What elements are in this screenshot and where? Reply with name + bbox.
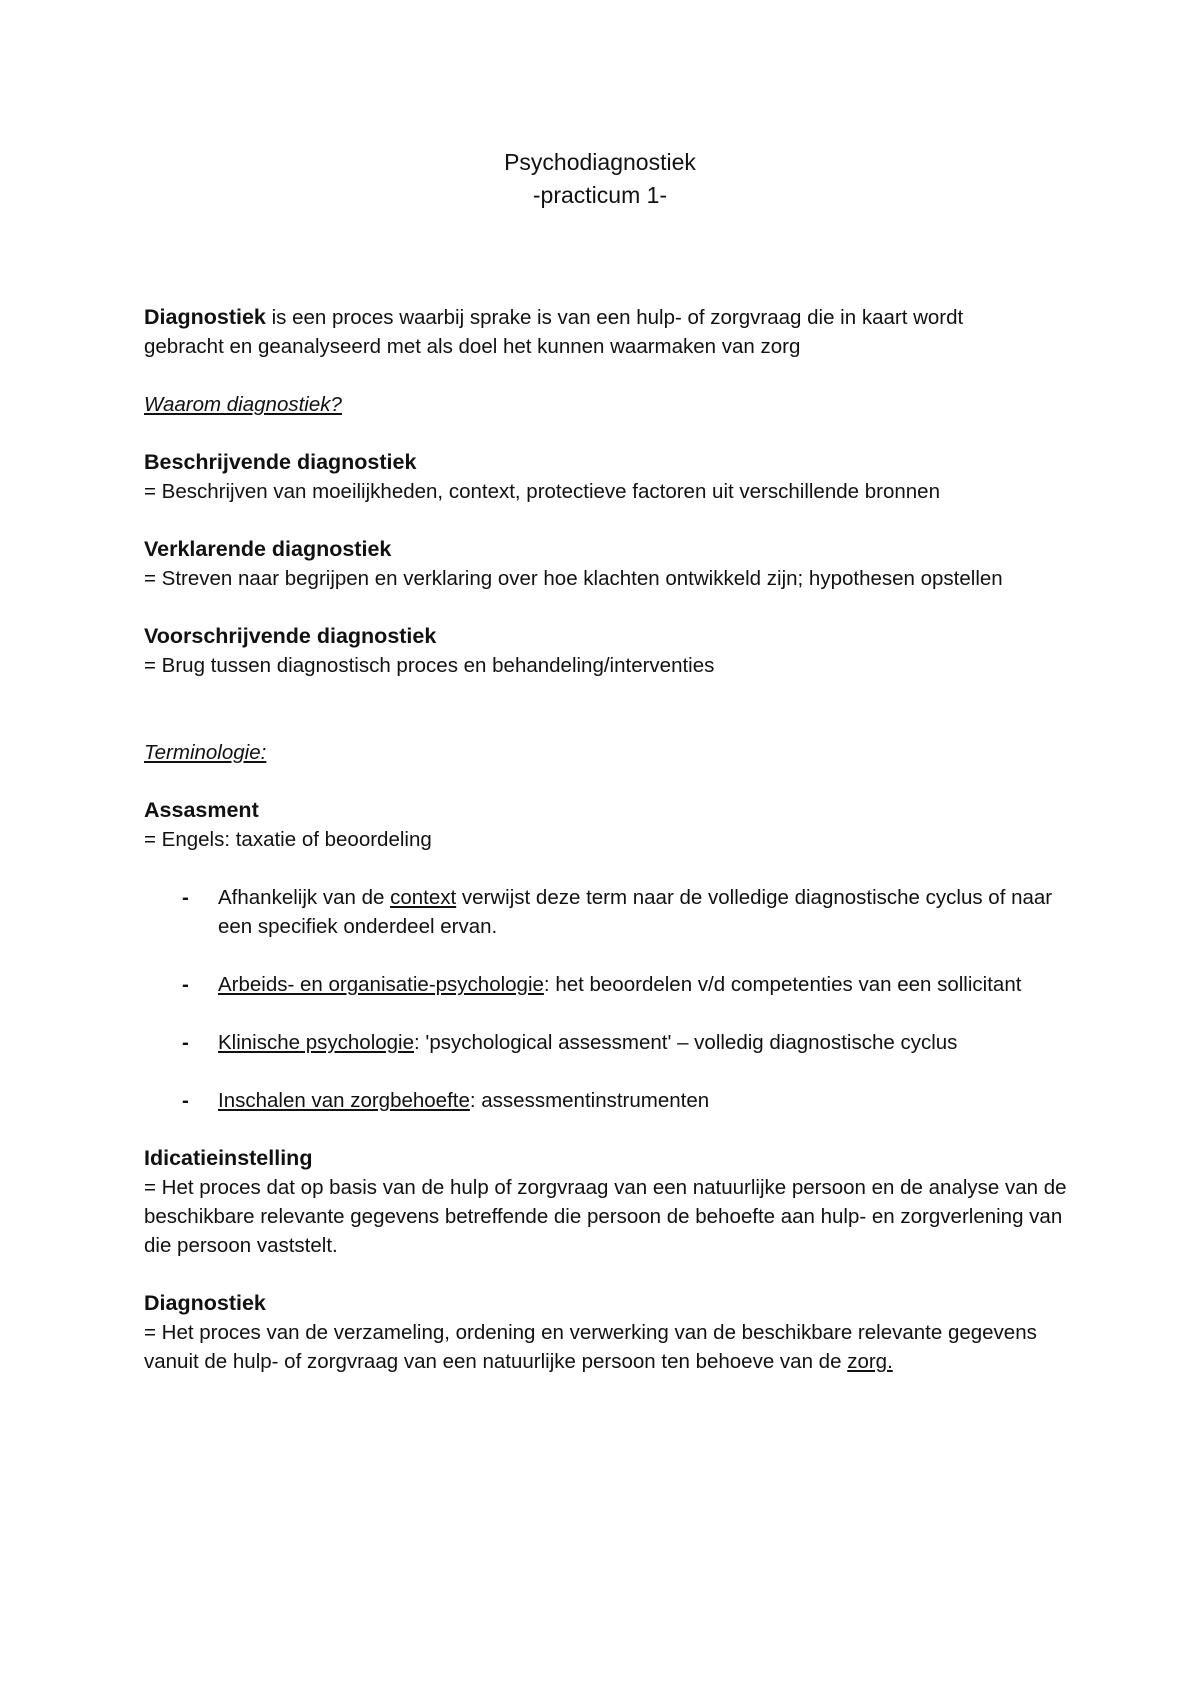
section-title-prescriptive: Voorschrijvende diagnostiek <box>144 624 437 648</box>
assessment-text: = Engels: taxatie of beoordeling <box>144 828 432 851</box>
section-title-explanatory: Verklarende diagnostiek <box>144 537 392 561</box>
assessment-title: Assasment <box>144 798 259 822</box>
diagnostics-text: = Het proces van de verzameling, ordening en verwerking van de beschikbare relevante gegevens vanuit de hulp- of zorgvraag van een natuurlijke persoon ten behoeve van de zorg. <box>144 1321 1037 1373</box>
list-item: - Afhankelijk van de context verwijst deze term naar de volledige diagnostische cyclus of naar een specifiek onderdeel ervan. <box>144 883 1074 941</box>
diagnostics-title: Diagnostiek <box>144 1291 266 1315</box>
intro-paragraph <box>144 303 1074 361</box>
title-block <box>0 146 1200 212</box>
section-text-explanatory: = Streven naar begrijpen en verklaring over hoe klachten ontwikkeld zijn; hypothesen opstellen <box>144 567 1003 590</box>
underlined-term: Arbeids- en organisatie-psychologie <box>218 973 544 996</box>
intro-line-1: is een proces waarbij sprake is van een hulp- of zorgvraag die in kaart wordt <box>265 306 964 329</box>
list-item: - Inschalen van zorgbehoefte: assessmentinstrumenten <box>144 1086 1074 1115</box>
assessment-bullet-list <box>144 883 1074 1115</box>
underlined-term: Klinische psychologie <box>218 1031 415 1054</box>
section-text-prescriptive: = Brug tussen diagnostisch proces en behandeling/interventies <box>144 654 715 677</box>
list-item: - Klinische psychologie: 'psychological assessment' – volledig diagnostische cyclus <box>144 1028 1074 1057</box>
bullet-dash: - <box>182 1089 189 1112</box>
document-title: Psychodiagnostiek <box>504 149 696 175</box>
indication-text: = Het proces dat op basis van de hulp of zorgvraag van een natuurlijke persoon en de analyse van de beschikbare relevante gegevens betreffende die persoon de behoefte aan hulp- en zorgverlening van die persoon vaststelt. <box>144 1176 1067 1257</box>
underlined-term: zorg. <box>847 1350 893 1373</box>
terminology-heading: Terminologie: <box>144 741 267 764</box>
document-subtitle: -practicum 1- <box>532 182 668 208</box>
underlined-term: context <box>390 886 457 909</box>
indication-title: Idicatieinstelling <box>144 1146 313 1170</box>
bullet-dash: - <box>182 886 189 909</box>
intro-line-2: gebracht en geanalyseerd met als doel het kunnen waarmaken van zorg <box>144 335 801 358</box>
underlined-term: Inschalen van zorgbehoefte <box>218 1089 470 1112</box>
intro-term: Diagnostiek <box>144 305 266 329</box>
section-text-descriptive: = Beschrijven van moeilijkheden, context, protectieve factoren uit verschillende bronnen <box>144 480 940 503</box>
why-heading: Waarom diagnostiek? <box>144 393 342 416</box>
bullet-dash: - <box>182 1031 189 1054</box>
document-body <box>144 303 1074 1376</box>
list-item: - Arbeids- en organisatie-psychologie: het beoordelen v/d competenties van een sollicitant <box>144 970 1074 999</box>
bullet-dash: - <box>182 973 189 996</box>
section-title-descriptive: Beschrijvende diagnostiek <box>144 450 417 474</box>
